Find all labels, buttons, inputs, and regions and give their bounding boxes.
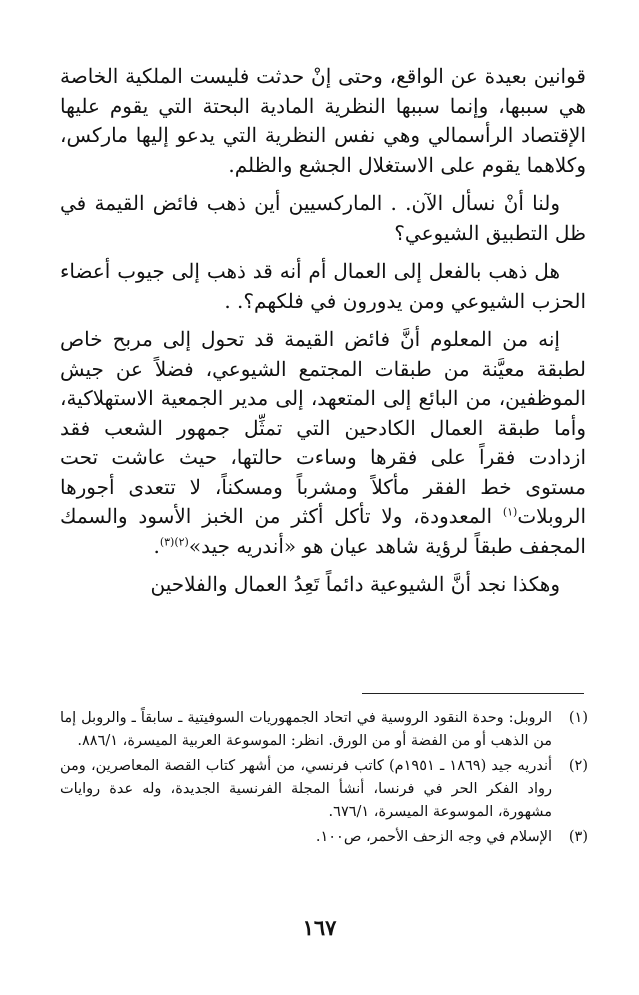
footnote-number: (٢) [568, 758, 588, 774]
page-number: ١٦٧ [302, 915, 337, 940]
footnote-2 [60, 755, 588, 824]
paragraph-3: هل ذهب بالفعل إلى العمال أم أنه قد ذهب إلى جيوب أعضاء الحزب الشيوعي ومن يدورون في فلكهم؟. . [60, 259, 586, 313]
footnote-text: الروبل: وحدة النقود الروسية في اتحاد الجمهوريات السوفيتية ـ سابقاً ـ والروبل إما من الذهب أو من الفضة أو من الورق. انظر: الموسوعة العربية الميسرة، ٨٨٦/١. [60, 710, 552, 749]
paragraph-4-part-1: إنه من المعلوم أنَّ فائض القيمة قد تحول إلى مربح خاص لطبقة معيَّنة من طبقات المجتمع الشيوعي، فضلاً عن جيش الموظفين، من البائع إلى المتعهد، إلى مدير الجمعية الاستهلاكية، وأما طبقة العمال الكادحين التي تمثِّل جمهور الشعب فقد ازدادت فقراً على فقرها وساءت حالتها، حيث عاشت تحت مستوى خط الفقر مأكلاً ومشرباً ومسكناً، لا تتعدى أجورها الروبلات [60, 327, 587, 528]
note-ref-1: (١) [502, 505, 518, 519]
footnote-divider [362, 693, 584, 694]
paragraph-4-part-2: المعدودة، ولا تأكل أكثر من الخبز الأسود والسمك المجفف طبقاً لرؤية شاهد عيان هو «أندريه جيد» [60, 504, 586, 558]
note-ref-3: (٣) [159, 534, 175, 548]
footnote-text: الإسلام في وجه الزحف الأحمر، ص١٠٠. [315, 829, 552, 845]
paragraph-4-end: . [153, 533, 160, 558]
paragraph-5: وهكذا نجد أنَّ الشيوعية دائماً تَعِدُ العمال والفلاحين [150, 572, 560, 596]
footnotes [60, 707, 588, 851]
footnote-number: (٣) [568, 829, 588, 845]
paragraph-2: ولنا أنْ نسأل الآن. . الماركسيين أين ذهب فائض القيمة في ظل التطبيق الشيوعي؟ [60, 191, 586, 245]
footnote-number: (١) [568, 710, 588, 726]
paragraph-4 [60, 325, 586, 561]
footnote-3 [60, 826, 588, 849]
paragraph-1: قوانين بعيدة عن الواقع، وحتى إنْ حدثت فليست الملكية الخاصة هي سببها، وإنما سببها النظرية المادية البحتة التي يقوم عليها الإقتصاد الرأسمالي وهي نفس النظرية التي يدعو إليها ماركس، وكلاهما يقوم على الاستغلال الجشع والظلم. [60, 64, 586, 177]
footnote-1 [60, 707, 588, 753]
main-text [60, 62, 586, 609]
note-ref-2: (٢) [174, 534, 189, 548]
footnote-text: أندريه جيد (١٨٦٩ ـ ١٩٥١م) كاتب فرنسي، من أشهر كتاب القصة المعاصرين، ومن رواد الفكر الحر في فرنسا، أنشأ المجلة الفرنسية الجديدة، وله عدة روايات مشهورة، الموسوعة الميسرة، ٦٧٦/١. [60, 758, 553, 820]
